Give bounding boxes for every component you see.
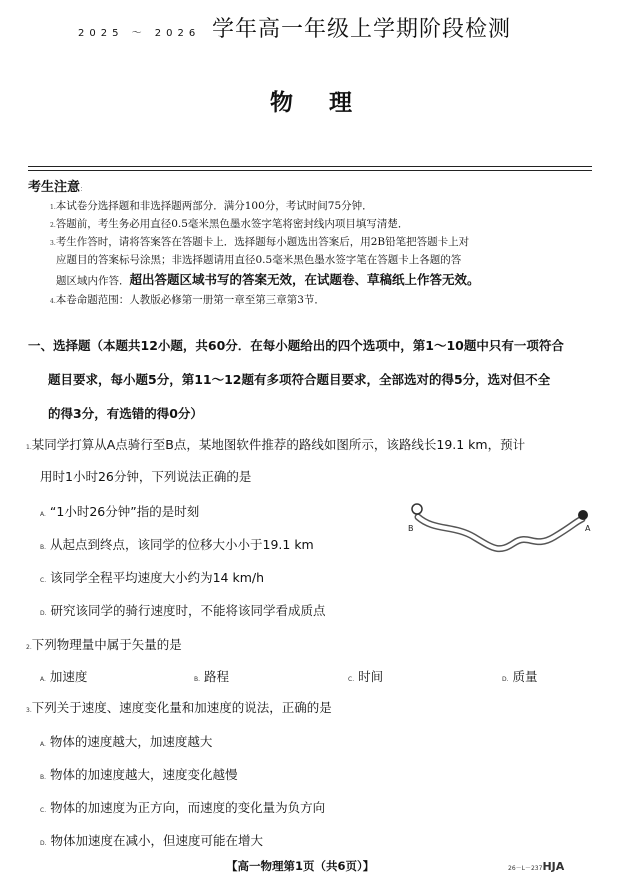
option-label: C. <box>348 676 355 683</box>
option-label: D. <box>40 610 47 617</box>
option-label: D. <box>502 676 509 683</box>
option-label: A. <box>40 676 46 683</box>
notice-title: 考生注意 <box>28 180 81 195</box>
option-label: C. <box>40 807 47 814</box>
page-footer: 【高一物理第1页（共6页）】 <box>226 859 375 873</box>
route-map-figure <box>404 497 594 559</box>
notice-text: 本卷命题范围：人教版必修第一册第一章至第三章第3节． <box>55 294 325 306</box>
notice-text: 考生作答时，请将答案答在答题卡上．选择题每小题选出答案后，用2B铅笔把答题卡上对 <box>55 236 470 248</box>
exam-code-number: 26－L－237 <box>508 865 543 872</box>
question-3-option-a[interactable] <box>40 732 212 750</box>
option-text: 时间 <box>358 669 384 684</box>
option-text: 研究该同学的骑行速度时，不能将该同学看成质点 <box>50 603 326 618</box>
notice-item <box>50 216 408 231</box>
notice-text: 题区域内作答． <box>56 275 130 287</box>
option-text: 物体的速度越大，加速度越大 <box>49 734 213 749</box>
option-text: 加速度 <box>49 669 88 684</box>
option-label: A. <box>40 741 46 748</box>
question-number: 2. <box>26 644 32 651</box>
notice-text: 本试卷分选择题和非选择题两部分．满分100分，考试时间75分钟． <box>55 200 373 212</box>
question-3-option-d[interactable] <box>40 831 263 849</box>
option-label: A. <box>40 511 46 518</box>
notice-num: 2. <box>50 222 56 229</box>
notice-item <box>56 252 461 267</box>
question-text: 某同学打算从A点骑行至B点，某地图软件推荐的路线如图所示，该路线长19.1 km，预计 <box>31 437 526 452</box>
divider-line <box>28 166 592 167</box>
question-number: 1. <box>26 444 32 451</box>
question-text: 下列物理量中属于矢量的是 <box>31 637 182 652</box>
divider-line <box>28 170 592 171</box>
option-text: 路程 <box>204 669 230 684</box>
question-1-stem: 用时1小时26分钟，下列说法正确的是 <box>40 469 252 484</box>
question-1-option-b[interactable] <box>40 535 314 553</box>
notice-num: 1. <box>50 204 56 211</box>
subject-title: 物 理 <box>270 90 367 116</box>
section-heading: 的得3分，有选错的得0分） <box>48 406 203 421</box>
exam-code <box>508 860 564 873</box>
question-3-stem <box>26 698 332 716</box>
exam-year: 2025 ～ 2026 <box>78 28 201 39</box>
option-text: 质量 <box>512 669 538 684</box>
option-label: B. <box>194 676 201 683</box>
question-text: 下列关于速度、速度变化量和加速度的说法，正确的是 <box>31 700 332 715</box>
notice-text: 应题目的答案标号涂黑；非选择题请用直径0.5毫米黑色墨水签字笔在答题卡上各题的答 <box>56 254 462 266</box>
question-1-option-a[interactable] <box>40 502 199 520</box>
option-label: D. <box>40 840 47 847</box>
question-2-option-d[interactable] <box>502 667 538 685</box>
option-label: B. <box>40 544 47 551</box>
start-marker-icon <box>412 504 422 514</box>
section-heading: 一、选择题（本题共12小题，共60分．在每小题给出的四个选项中，第1～10题中只有一项符合 <box>28 338 564 353</box>
question-1-option-d[interactable] <box>40 601 326 619</box>
notice-text: 答题前，考生务必用直径0.5毫米黑色墨水签字笔将密封线内项目填写清楚． <box>55 218 409 230</box>
map-label-end: A <box>585 524 591 533</box>
option-text: 物体的加速度为正方向，而速度的变化量为负方向 <box>50 800 326 815</box>
notice-num: 4. <box>50 298 56 305</box>
map-label-start: B <box>408 524 414 533</box>
notice-item <box>50 234 469 249</box>
notice-title-colon: ： <box>80 186 87 193</box>
section-heading: 题目要求，每小题5分，第11～12题有多项符合题目要求，全部选对的得5分，选对但不全 <box>48 372 551 387</box>
notice-item <box>50 198 373 213</box>
question-number: 3. <box>26 707 32 714</box>
notice-num: 3. <box>50 240 56 247</box>
question-2-option-c[interactable] <box>348 667 383 685</box>
question-3-option-b[interactable] <box>40 765 238 783</box>
route-path-inner <box>418 517 582 549</box>
question-3-option-c[interactable] <box>40 798 325 816</box>
question-2-option-b[interactable] <box>194 667 229 685</box>
option-label: B. <box>40 774 47 781</box>
option-text: 从起点到终点，该同学的位移大小小于19.1 km <box>50 537 314 552</box>
notice-emphasis: 超出答题区域书写的答案无效，在试题卷、草稿纸上作答无效。 <box>129 272 480 287</box>
exam-code-suffix: HJA <box>542 860 565 873</box>
question-1-option-c[interactable] <box>40 568 264 586</box>
end-marker-icon <box>578 510 588 520</box>
notice-item <box>50 292 325 307</box>
option-text: 物体的加速度越大，速度变化越慢 <box>50 767 238 782</box>
notice-item <box>56 270 480 288</box>
option-text: “1小时26分钟”指的是时刻 <box>49 504 200 519</box>
question-1-stem <box>26 435 525 453</box>
exam-title: 学年高一年级上学期阶段检测 <box>212 17 512 42</box>
option-text: 该同学全程平均速度大小约为14 km/h <box>50 570 265 585</box>
question-2-option-a[interactable] <box>40 667 87 685</box>
option-label: C. <box>40 577 47 584</box>
question-2-stem <box>26 635 182 653</box>
option-text: 物体加速度在减小，但速度可能在增大 <box>50 833 264 848</box>
notice-heading <box>28 176 86 195</box>
